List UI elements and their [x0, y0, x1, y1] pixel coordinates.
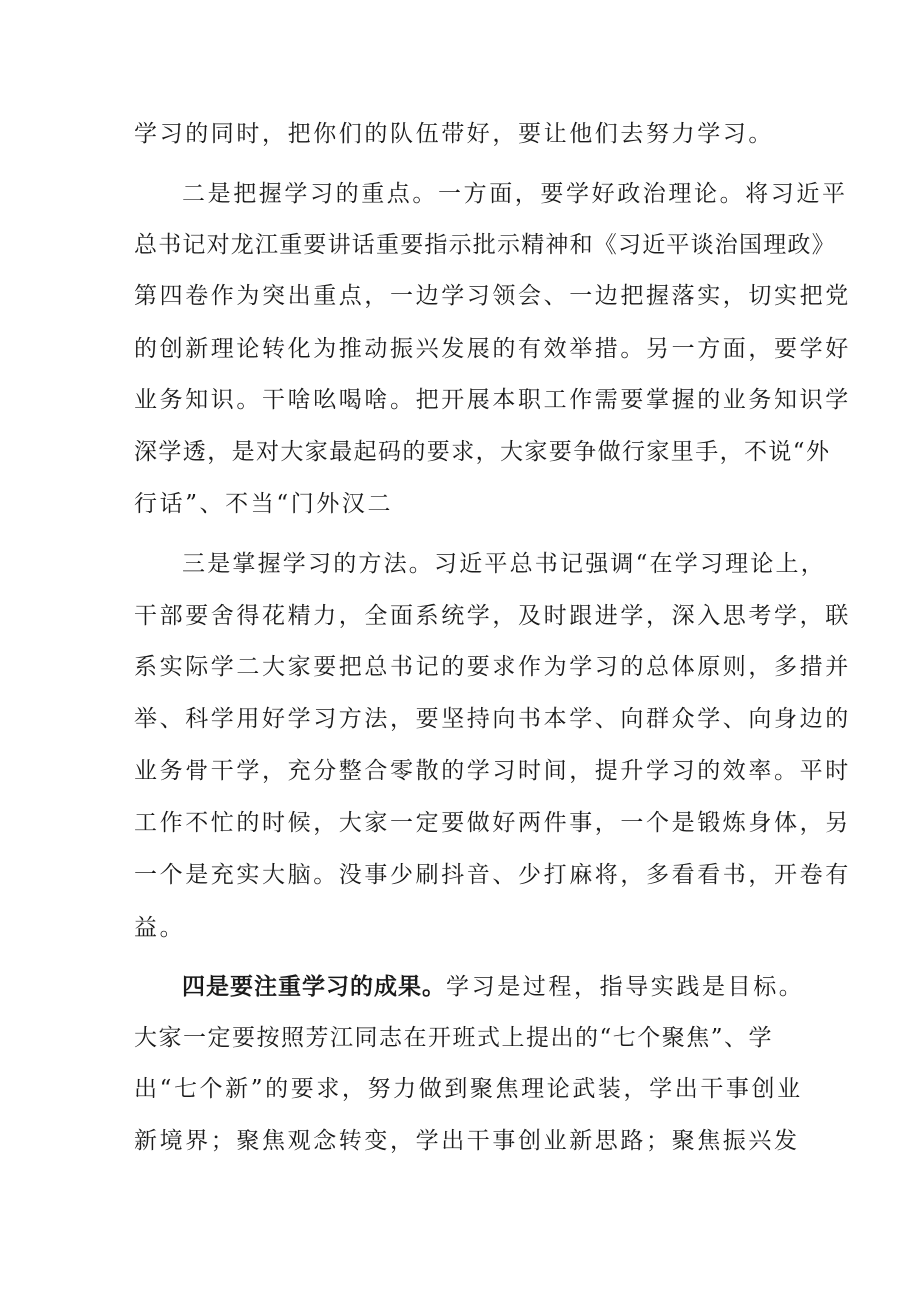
text-line: 的创新理论转化为推动振兴发展的有效举措。另一方面，要学好	[134, 336, 851, 362]
text-line: 出“七个新”的要求，努力做到聚焦理论武装，学出干事创业	[134, 1076, 803, 1102]
paragraph-heading-line	[182, 972, 804, 1002]
text-line: 深学透，是对大家最起码的要求，大家要争做行家里手，不说“外	[134, 439, 831, 465]
text-line: 二是把握学习的重点。一方面，要学好政治理论。将习近平	[182, 181, 848, 207]
text-line: 系实际学二大家要把总书记的要求作为学习的总体原则，多措并	[134, 654, 851, 680]
text-line: 举、科学用好学习方法，要坚持向书本学、向群众学、向身边的	[134, 706, 851, 732]
text-line: 第四卷作为突出重点，一边学习领会、一边把握落实，切实把党	[134, 283, 851, 309]
text-line: 三是掌握学习的方法。习近平总书记强调“在学习理论上，	[182, 551, 826, 577]
text-line: 工作不忙的时候，大家一定要做好两件事，一个是锻炼身体，另	[134, 810, 851, 836]
paragraph-heading-rest: 学习是过程，指导实践是目标。	[446, 974, 805, 1000]
text-line: 总书记对龙江重要讲话重要指示批示精神和《习近平谈治国理政》	[134, 232, 836, 258]
text-line: 新境界；聚焦观念转变，学出干事创业新思路；聚焦振兴发	[134, 1128, 800, 1154]
text-line: 一个是充实大脑。没事少刷抖音、少打麻将，多看看书，开卷有	[134, 862, 851, 888]
text-line: 益。	[134, 915, 186, 941]
text-line: 业务骨干学，充分整合零散的学习时间，提升学习的效率。平时	[134, 758, 851, 784]
text-line: 行话”、不当“门外汉二	[134, 491, 394, 517]
paragraph-heading: 四是要注重学习的成果。	[182, 973, 446, 1000]
text-line: 学习的同时，把你们的队伍带好，要让他们去努力学习。	[134, 121, 774, 147]
text-line: 业务知识。干啥吆喝啥。把开展本职工作需要掌握的业务知识学	[134, 387, 851, 413]
text-line: 大家一定要按照芳江同志在开班式上提出的“七个聚焦”、学	[134, 1025, 774, 1051]
text-line: 干部要舍得花精力，全面系统学，及时跟进学，深入思考学，联	[134, 603, 851, 629]
